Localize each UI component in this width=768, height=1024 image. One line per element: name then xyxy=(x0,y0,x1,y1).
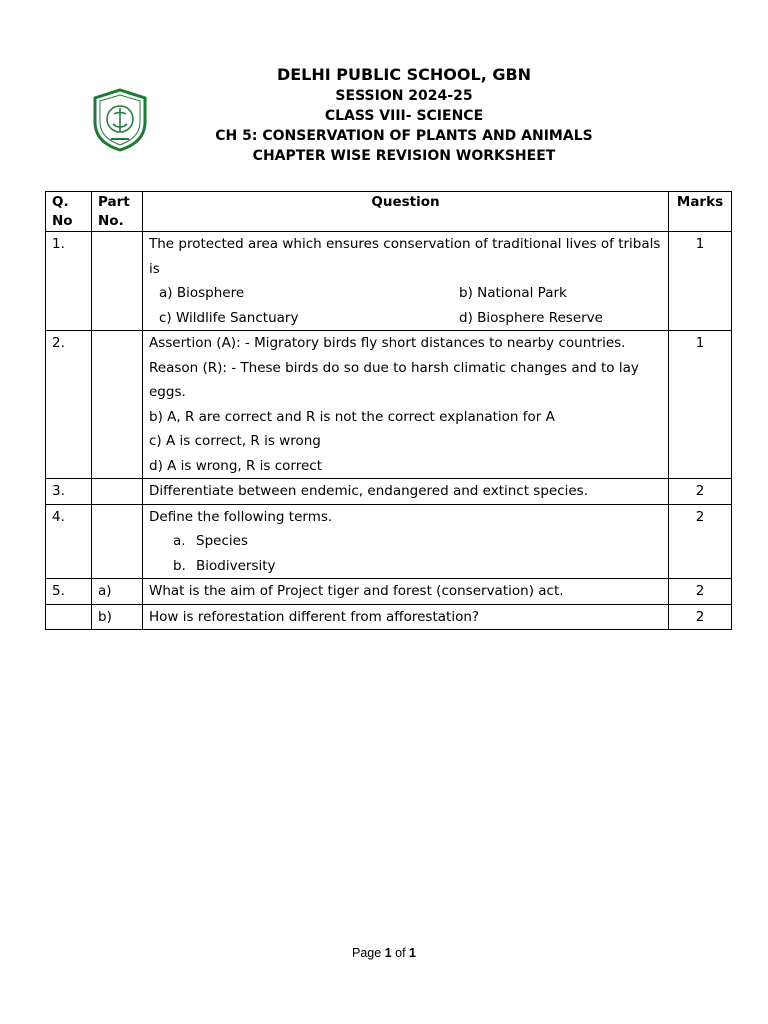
part-number xyxy=(92,504,143,579)
option-c: c) Wildlife Sanctuary xyxy=(159,309,299,326)
part-number xyxy=(92,479,143,505)
question-text xyxy=(143,504,669,579)
page-footer: Page 1 of 1 xyxy=(352,946,416,960)
chapter-title: CH 5: CONSERVATION OF PLANTS AND ANIMALS xyxy=(215,128,593,144)
reason: Reason (R): - These birds do so due to harsh climatic changes and to lay eggs. xyxy=(149,359,639,400)
option-a: a) Biosphere xyxy=(159,285,245,301)
marks: 2 xyxy=(669,504,732,579)
question-text xyxy=(143,331,669,479)
question-number: 2. xyxy=(46,331,92,479)
mcq-options xyxy=(149,281,662,330)
term-list xyxy=(149,529,662,578)
table-row xyxy=(46,504,732,579)
header-part-no: Part No. xyxy=(92,192,143,232)
question-text: How is reforestation different from afforestation? xyxy=(143,604,669,630)
option-d: d) Biosphere Reserve xyxy=(459,309,603,326)
list-item: b. Biodiversity xyxy=(173,557,276,574)
part-number: b) xyxy=(92,604,143,630)
question-number: 3. xyxy=(46,479,92,505)
question-stem: Define the following terms. xyxy=(149,508,333,525)
assertion: Assertion (A): - Migratory birds fly short distances to nearby countries. xyxy=(149,335,626,351)
table-row xyxy=(46,579,732,605)
marks: 1 xyxy=(669,232,732,331)
option-c: c) A is correct, R is wrong xyxy=(149,433,321,449)
worksheet-header xyxy=(0,64,768,166)
header-q-no: Q. No xyxy=(46,192,92,232)
question-text: Differentiate between endemic, endangered and extinct species. xyxy=(143,479,669,505)
question-text: What is the aim of Project tiger and forest (conservation) act. xyxy=(143,579,669,605)
marks: 2 xyxy=(669,479,732,505)
question-number: 5. xyxy=(46,579,92,605)
question-table xyxy=(45,191,732,630)
option-d: d) A is wrong, R is correct xyxy=(149,457,323,474)
part-number xyxy=(92,331,143,479)
question-number: 1. xyxy=(46,232,92,331)
worksheet-title: CHAPTER WISE REVISION WORKSHEET xyxy=(252,148,556,164)
question-stem: The protected area which ensures conservation of traditional lives of tribals is xyxy=(149,236,661,277)
question-number: 4. xyxy=(46,504,92,579)
session: SESSION 2024-25 xyxy=(335,88,473,104)
marks: 2 xyxy=(669,579,732,605)
option-b: b) A, R are correct and R is not the correct explanation for A xyxy=(149,408,555,425)
header-marks: Marks xyxy=(669,192,732,232)
table-row xyxy=(46,232,732,331)
question-number xyxy=(46,604,92,630)
marks: 2 xyxy=(669,604,732,630)
table-header-row xyxy=(46,192,732,232)
question-text xyxy=(143,232,669,331)
marks: 1 xyxy=(669,331,732,479)
table-row xyxy=(46,479,732,505)
list-item: a. Species xyxy=(173,533,248,549)
part-number xyxy=(92,232,143,331)
school-name: DELHI PUBLIC SCHOOL, GBN xyxy=(276,65,532,84)
table-row xyxy=(46,604,732,630)
part-number: a) xyxy=(92,579,143,605)
header-question: Question xyxy=(143,192,669,232)
option-b: b) National Park xyxy=(459,285,567,301)
table-row xyxy=(46,331,732,479)
class-subject: CLASS VIII- SCIENCE xyxy=(324,108,484,124)
